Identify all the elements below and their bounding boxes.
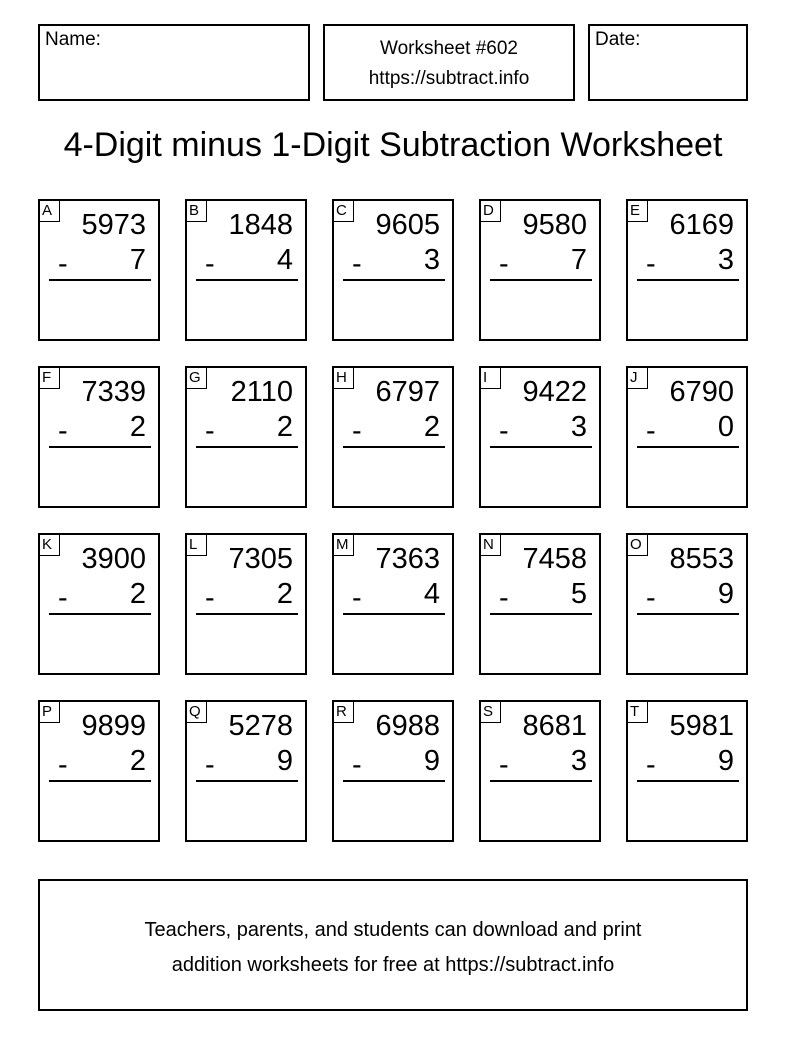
worksheet-website: https://subtract.info bbox=[368, 68, 530, 89]
answer-line bbox=[49, 279, 151, 281]
problem-grid bbox=[38, 199, 748, 842]
subtrahend: 2 bbox=[129, 745, 146, 777]
minuend: 9899 bbox=[81, 710, 146, 742]
minuend: 2110 bbox=[230, 376, 293, 408]
minus-sign: - bbox=[352, 582, 362, 614]
problem-label: J bbox=[628, 368, 648, 389]
subtrahend: 9 bbox=[717, 578, 734, 610]
footer-note bbox=[38, 879, 748, 1011]
answer-line bbox=[49, 613, 151, 615]
problem-card[interactable] bbox=[626, 199, 748, 341]
minus-sign: - bbox=[58, 248, 68, 280]
minus-sign: - bbox=[352, 415, 362, 447]
minus-sign: - bbox=[352, 749, 362, 781]
problem-card[interactable] bbox=[38, 700, 160, 842]
answer-line bbox=[343, 613, 445, 615]
minuend: 7363 bbox=[375, 543, 440, 575]
minus-sign: - bbox=[646, 415, 656, 447]
minus-sign: - bbox=[499, 415, 509, 447]
answer-line bbox=[343, 446, 445, 448]
minus-sign: - bbox=[499, 749, 509, 781]
answer-line bbox=[490, 446, 592, 448]
problem-card[interactable] bbox=[38, 199, 160, 341]
name-field[interactable] bbox=[38, 24, 310, 101]
problem-label: C bbox=[334, 201, 354, 222]
problem-card[interactable] bbox=[38, 366, 160, 508]
problem-card[interactable] bbox=[185, 199, 307, 341]
problem-label: M bbox=[334, 535, 354, 556]
problem-label: K bbox=[40, 535, 60, 556]
problem-label: B bbox=[187, 201, 207, 222]
subtrahend: 3 bbox=[423, 244, 440, 276]
problem-card[interactable] bbox=[185, 533, 307, 675]
problem-card[interactable] bbox=[479, 533, 601, 675]
minuend: 3900 bbox=[81, 543, 146, 575]
answer-line bbox=[637, 279, 739, 281]
minuend: 7305 bbox=[228, 543, 293, 575]
problem-label: G bbox=[187, 368, 207, 389]
answer-line bbox=[49, 780, 151, 782]
page-title: 4-Digit minus 1-Digit Subtraction Worksheet bbox=[63, 126, 723, 164]
answer-line bbox=[343, 780, 445, 782]
minus-sign: - bbox=[352, 248, 362, 280]
worksheet-number: Worksheet #602 bbox=[379, 38, 518, 59]
minus-sign: - bbox=[499, 248, 509, 280]
problem-label: H bbox=[334, 368, 354, 389]
date-field[interactable] bbox=[588, 24, 748, 101]
answer-line bbox=[49, 446, 151, 448]
problem-label: Q bbox=[187, 702, 207, 723]
minuend: 6169 bbox=[669, 209, 734, 241]
problem-card[interactable] bbox=[479, 366, 601, 508]
subtrahend: 5 bbox=[570, 578, 587, 610]
problem-label: I bbox=[481, 368, 501, 389]
problem-card[interactable] bbox=[479, 700, 601, 842]
answer-line bbox=[196, 446, 298, 448]
minuend: 9422 bbox=[522, 376, 587, 408]
subtrahend: 3 bbox=[717, 244, 734, 276]
answer-line bbox=[196, 279, 298, 281]
date-label: Date: bbox=[595, 29, 641, 50]
minus-sign: - bbox=[205, 749, 215, 781]
problem-card[interactable] bbox=[479, 199, 601, 341]
minus-sign: - bbox=[58, 582, 68, 614]
subtrahend: 7 bbox=[570, 244, 587, 276]
subtrahend: 7 bbox=[129, 244, 146, 276]
problem-label: T bbox=[628, 702, 648, 723]
problem-label: R bbox=[334, 702, 354, 723]
subtrahend: 9 bbox=[276, 745, 293, 777]
problem-label: F bbox=[40, 368, 60, 389]
problem-card[interactable] bbox=[185, 366, 307, 508]
minus-sign: - bbox=[205, 415, 215, 447]
problem-card[interactable] bbox=[332, 199, 454, 341]
problem-card[interactable] bbox=[626, 366, 748, 508]
minus-sign: - bbox=[58, 749, 68, 781]
subtrahend: 2 bbox=[276, 578, 293, 610]
answer-line bbox=[637, 446, 739, 448]
worksheet-info-box bbox=[323, 24, 575, 101]
minuend: 7339 bbox=[81, 376, 146, 408]
answer-line bbox=[196, 613, 298, 615]
problem-label: A bbox=[40, 201, 60, 222]
minus-sign: - bbox=[646, 749, 656, 781]
subtrahend: 2 bbox=[276, 411, 293, 443]
minuend: 5278 bbox=[228, 710, 293, 742]
subtrahend: 9 bbox=[423, 745, 440, 777]
subtrahend: 2 bbox=[423, 411, 440, 443]
footer-line-1: Teachers, parents, and students can download and print bbox=[144, 919, 642, 941]
minuend: 6988 bbox=[375, 710, 440, 742]
problem-card[interactable] bbox=[332, 366, 454, 508]
minuend: 5981 bbox=[669, 710, 734, 742]
minus-sign: - bbox=[205, 582, 215, 614]
problem-label: N bbox=[481, 535, 501, 556]
footer-line-2: addition worksheets for free at https://subtract.info bbox=[171, 954, 615, 976]
answer-line bbox=[637, 613, 739, 615]
problem-card[interactable] bbox=[332, 533, 454, 675]
problem-card[interactable] bbox=[626, 533, 748, 675]
problem-card[interactable] bbox=[38, 533, 160, 675]
subtrahend: 9 bbox=[717, 745, 734, 777]
minus-sign: - bbox=[646, 248, 656, 280]
problem-label: P bbox=[40, 702, 60, 723]
minus-sign: - bbox=[646, 582, 656, 614]
subtrahend: 3 bbox=[570, 745, 587, 777]
subtrahend: 4 bbox=[423, 578, 440, 610]
problem-label: E bbox=[628, 201, 648, 222]
problem-label: D bbox=[481, 201, 501, 222]
minuend: 6790 bbox=[669, 376, 734, 408]
minuend: 9580 bbox=[522, 209, 587, 241]
problem-card[interactable] bbox=[185, 700, 307, 842]
answer-line bbox=[637, 780, 739, 782]
problem-card[interactable] bbox=[626, 700, 748, 842]
minus-sign: - bbox=[58, 415, 68, 447]
problem-label: S bbox=[481, 702, 501, 723]
subtrahend: 3 bbox=[570, 411, 587, 443]
subtrahend: 0 bbox=[717, 411, 734, 443]
problem-label: L bbox=[187, 535, 207, 556]
answer-line bbox=[490, 613, 592, 615]
problem-label: O bbox=[628, 535, 648, 556]
minuend: 9605 bbox=[375, 209, 440, 241]
problem-card[interactable] bbox=[332, 700, 454, 842]
answer-line bbox=[490, 279, 592, 281]
minuend: 7458 bbox=[522, 543, 587, 575]
subtrahend: 4 bbox=[276, 244, 293, 276]
answer-line bbox=[490, 780, 592, 782]
minuend: 1848 bbox=[228, 209, 293, 241]
name-label: Name: bbox=[45, 29, 101, 50]
answer-line bbox=[343, 279, 445, 281]
minus-sign: - bbox=[205, 248, 215, 280]
subtrahend: 2 bbox=[129, 411, 146, 443]
minuend: 8553 bbox=[669, 543, 734, 575]
answer-line bbox=[196, 780, 298, 782]
minuend: 8681 bbox=[522, 710, 587, 742]
minuend: 6797 bbox=[375, 376, 440, 408]
minuend: 5973 bbox=[81, 209, 146, 241]
minus-sign: - bbox=[499, 582, 509, 614]
subtrahend: 2 bbox=[129, 578, 146, 610]
